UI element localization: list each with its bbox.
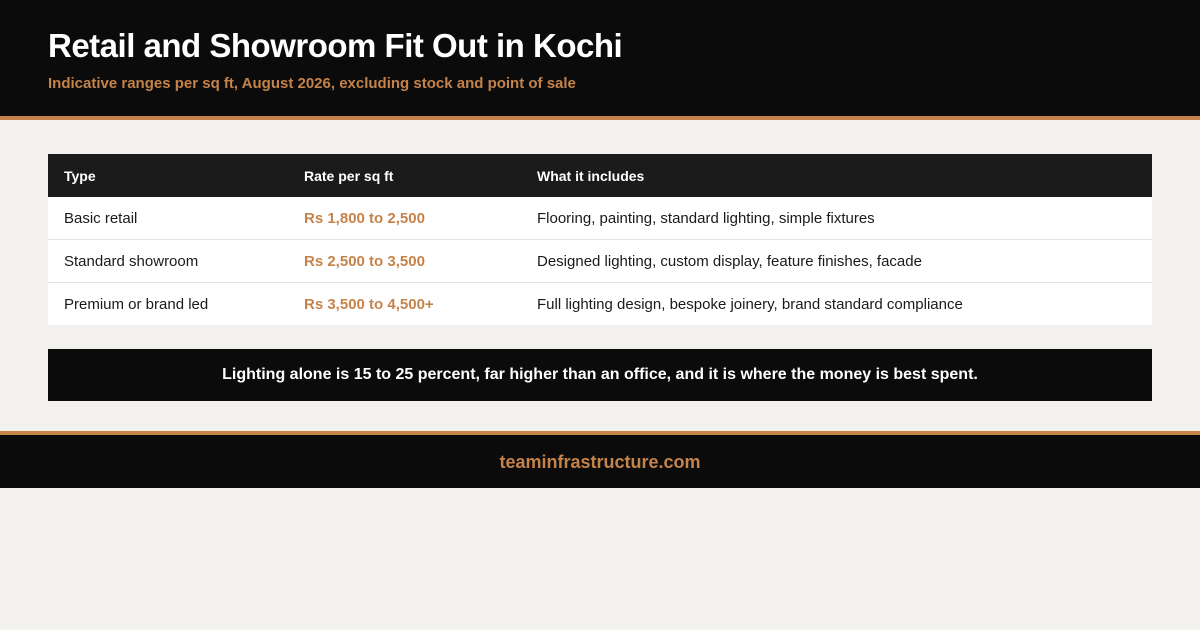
cell-rate: Rs 2,500 to 3,500 [288,240,521,283]
page-subtitle: Indicative ranges per sq ft, August 2026, excluding stock and point of sale [48,75,576,92]
pricing-table-container [48,154,1152,325]
cell-type: Premium or brand led [48,283,288,326]
page-footer [0,431,1200,488]
page-title: Retail and Showroom Fit Out in Kochi [48,27,623,64]
cell-type: Basic retail [64,209,138,227]
page-header [0,0,1200,120]
table-header-row [48,154,1152,197]
table-row [48,240,1152,283]
pricing-table [48,154,1152,325]
column-header-rate: Rate per sq ft [304,167,394,184]
cell-rate: Rs 3,500 to 4,500+ [288,283,521,326]
cell-type: Standard showroom [48,240,288,283]
column-header-type: Type [64,167,96,184]
cell-rate: Rs 1,800 to 2,500 [304,209,425,227]
website-link[interactable]: teaminfrastructure.com [499,452,701,472]
cell-includes: Full lighting design, bespoke joinery, brand standard compliance [521,283,1152,326]
cell-includes: Designed lighting, custom display, feature finishes, facade [521,240,1152,283]
table-row [48,197,1152,240]
cell-includes: Flooring, painting, standard lighting, simple fixtures [537,209,875,227]
callout-note: Lighting alone is 15 to 25 percent, far higher than an office, and it is where the money is best spent. [48,349,1152,401]
column-header-includes: What it includes [537,167,645,184]
table-row [48,283,1152,326]
